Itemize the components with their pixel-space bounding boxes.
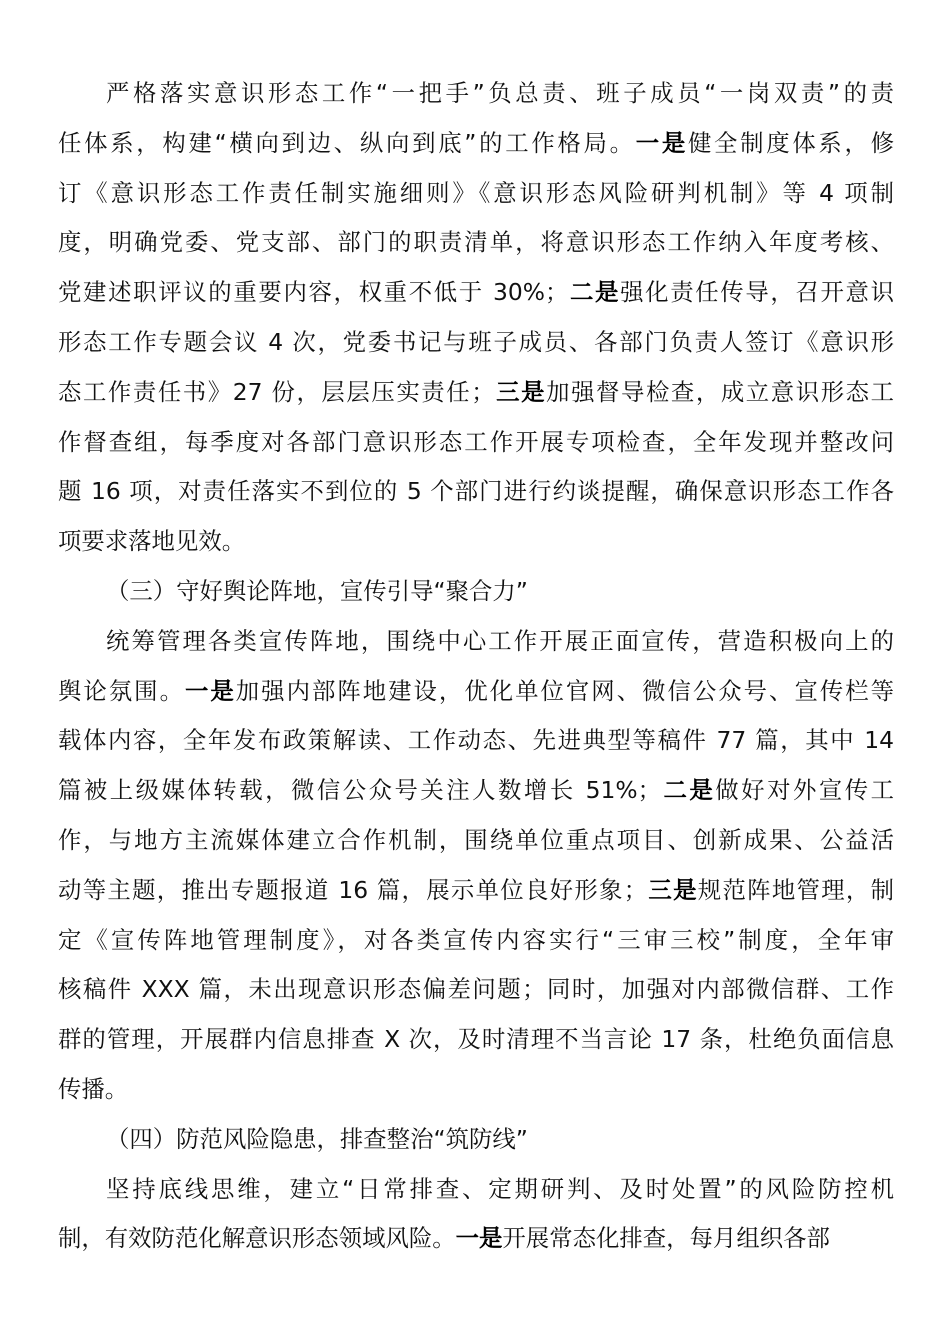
text-run: 作督查组，每季度对各部门意识形态工作开展专项检查，全年发现并整改问 (58, 427, 894, 456)
text-line (58, 268, 894, 318)
bold-marker: 一是 (455, 1224, 503, 1253)
text-line (58, 218, 894, 268)
text-line (58, 716, 894, 766)
section-heading (58, 1115, 894, 1165)
text-run: 核稿件 XXX 篇，未出现意识形态偏差问题；同时，加强对内部微信群、工作 (58, 975, 894, 1004)
text-run: 强化责任传导，召开意识 (620, 278, 895, 307)
bold-marker: 三是 (647, 875, 698, 904)
text-run: 度，明确党委、党支部、部门的职责清单，将意识形态工作纳入年度考核、 (58, 228, 894, 257)
text-run: 篇被上级媒体转载，微信公众号关注人数增长 51%； (58, 776, 662, 805)
text-run: 加强督导检查，成立意识形态工 (546, 377, 895, 406)
document-page (58, 69, 894, 1264)
body-paragraph (58, 69, 894, 567)
text-run: 传播。 (58, 1074, 129, 1103)
text-run: 开展常态化排查，每月组织各部 (502, 1224, 830, 1253)
text-run: 形态工作专题会议 4 次，党委书记与班子成员、各部门负责人签订《意识形 (58, 327, 894, 356)
text-line (58, 567, 894, 617)
body-paragraph (58, 1165, 894, 1265)
text-run: 订《意识形态工作责任制实施细则》《意识形态风险研判机制》等 4 项制 (58, 178, 894, 207)
text-line (58, 418, 894, 468)
text-line (58, 816, 894, 866)
text-line (58, 617, 894, 667)
text-run: 坚持底线思维，建立“日常排查、定期研判、及时处置”的风险防控机 (106, 1174, 894, 1203)
text-run: 严格落实意识形态工作“一把手”负总责、班子成员“一岗双责”的责 (106, 79, 894, 107)
text-line (58, 965, 894, 1015)
text-run: 舆论氛围。 (58, 676, 185, 705)
text-run: 作，与地方主流媒体建立合作机制，围绕单位重点项目、创新成果、公益活 (58, 825, 894, 854)
text-run: 态工作责任书》27 份，层层压实责任； (58, 377, 495, 406)
bold-marker: 三是 (494, 377, 547, 406)
text-run: （四）防范风险隐患，排查整治“筑防线” (106, 1124, 528, 1153)
text-run: 统筹管理各类宣传阵地，围绕中心工作开展正面宣传，营造积极向上的 (106, 626, 894, 655)
text-line (58, 1015, 894, 1065)
text-run: 制，有效防范化解意识形态领域风险。 (58, 1224, 456, 1253)
text-line (58, 766, 894, 816)
text-run: 做好对外宣传工 (715, 776, 894, 805)
text-line (58, 368, 894, 418)
bold-marker: 一是 (635, 128, 688, 157)
text-run: 健全制度体系，修 (687, 128, 895, 157)
text-line (58, 866, 894, 916)
text-run: 规范阵地管理，制 (697, 875, 895, 904)
text-line (58, 467, 894, 517)
text-line (58, 119, 894, 169)
text-run: 任体系，构建“横向到边、纵向到底”的工作格局。 (58, 128, 636, 157)
text-line (58, 1214, 894, 1264)
text-line (58, 517, 894, 567)
text-run: 题 16 项，对责任落实不到位的 5 个部门进行约谈提醒，确保意识形态工作各 (58, 477, 894, 506)
text-line (58, 667, 894, 717)
text-run: 动等主题，推出专题报道 16 篇，展示单位良好形象； (58, 875, 648, 904)
text-run: 党建述职评议的重要内容，权重不低于 30%； (58, 278, 569, 307)
text-line (58, 169, 894, 219)
bold-marker: 一是 (184, 676, 236, 705)
text-line (58, 318, 894, 368)
text-run: （三）守好舆论阵地，宣传引导“聚合力” (106, 576, 528, 605)
text-line (58, 69, 894, 119)
text-run: 群的管理，开展群内信息排查 X 次，及时清理不当言论 17 条，杜绝负面信息 (58, 1025, 894, 1054)
text-run: 定《宣传阵地管理制度》，对各类宣传内容实行“三审三校”制度，全年审 (58, 925, 894, 954)
text-run: 项要求落地见效。 (58, 527, 246, 556)
text-line (58, 916, 894, 966)
section-heading (58, 567, 894, 617)
text-run: 载体内容，全年发布政策解读、工作动态、先进典型等稿件 77 篇，其中 14 (58, 726, 894, 755)
bold-marker: 二是 (568, 278, 621, 307)
text-line (58, 1165, 894, 1215)
text-run: 加强内部阵地建设，优化单位官网、微信公众号、宣传栏等 (235, 676, 895, 705)
text-line (58, 1115, 894, 1165)
body-paragraph (58, 617, 894, 1115)
bold-marker: 二是 (661, 776, 716, 805)
text-line (58, 1065, 894, 1115)
